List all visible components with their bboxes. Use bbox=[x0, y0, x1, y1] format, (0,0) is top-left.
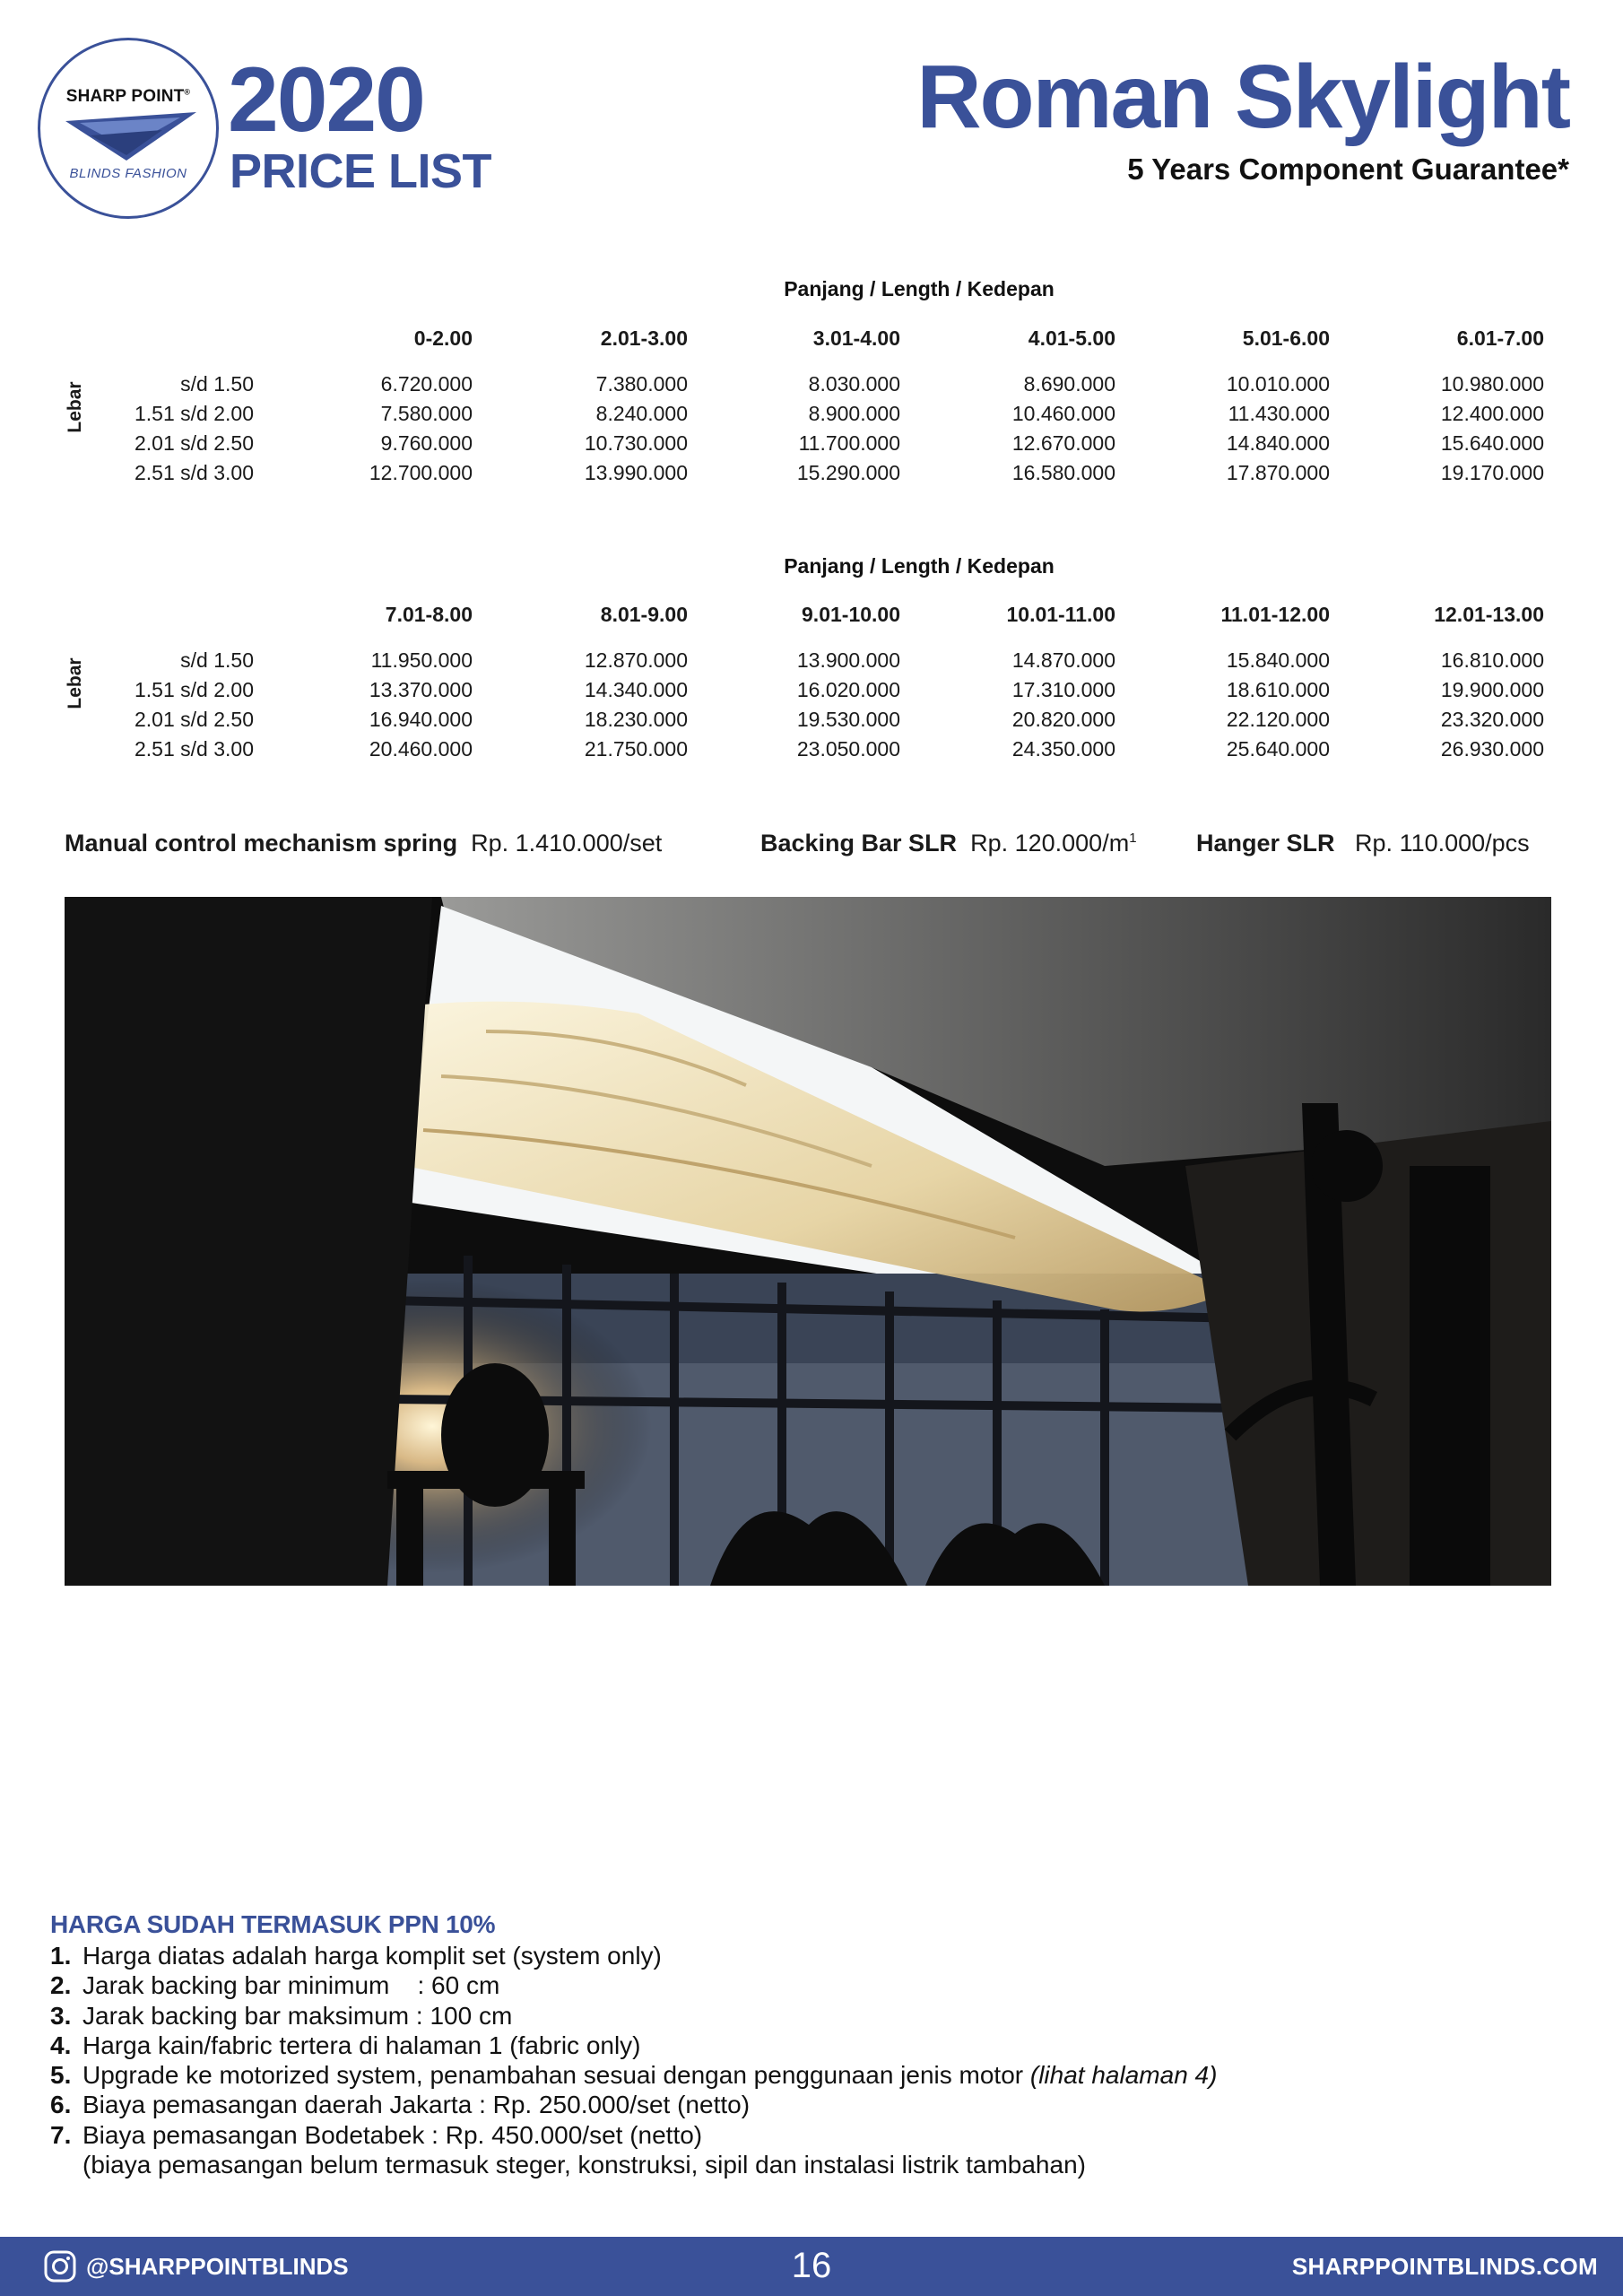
note-text: Jarak backing bar minimum : 60 cm bbox=[82, 1971, 500, 2000]
price-cell: 8.900.000 bbox=[808, 402, 900, 425]
note-text: Biaya pemasangan daerah Jakarta : Rp. 250.000/set (netto) bbox=[82, 2091, 751, 2119]
note-number: 2. bbox=[50, 1971, 72, 2000]
price-cell: 10.010.000 bbox=[1226, 372, 1330, 396]
note-text: (biaya pemasangan belum termasuk steger, konstruksi, sipil dan instalasi listrik tambahan) bbox=[82, 2151, 1086, 2179]
length-column-header: 6.01-7.00 bbox=[1456, 326, 1544, 350]
price-cell: 10.460.000 bbox=[1011, 402, 1115, 425]
price-cell: 8.690.000 bbox=[1023, 372, 1115, 396]
width-row-label: 1.51 s/d 2.00 bbox=[135, 678, 254, 701]
price-cell: 13.370.000 bbox=[369, 678, 473, 701]
price-cell: 17.870.000 bbox=[1226, 461, 1330, 484]
price-cell: 16.810.000 bbox=[1440, 648, 1544, 672]
length-column-header: 5.01-6.00 bbox=[1242, 326, 1330, 350]
price-cell: 14.340.000 bbox=[584, 678, 688, 701]
price-cell: 15.290.000 bbox=[796, 461, 900, 484]
width-row-label: 2.01 s/d 2.50 bbox=[135, 431, 254, 455]
note-number: 7. bbox=[50, 2120, 72, 2149]
skylight-photo-illustration bbox=[65, 897, 1551, 1586]
note-number: 4. bbox=[50, 2031, 72, 2059]
price-list-year: 2020 bbox=[228, 48, 424, 151]
length-column-header: 11.01-12.00 bbox=[1220, 603, 1330, 626]
accessory-price: Rp. 110.000/pcs bbox=[1355, 830, 1530, 857]
note-item bbox=[50, 2120, 1217, 2150]
note-text: Harga kain/fabric tertera di halaman 1 (fabric only) bbox=[82, 2031, 641, 2059]
brand-logo bbox=[38, 38, 219, 219]
price-cell: 12.870.000 bbox=[584, 648, 688, 672]
length-header: Panjang / Length / Kedepan bbox=[784, 554, 1055, 578]
price-cell: 7.580.000 bbox=[380, 402, 473, 425]
price-cell: 23.050.000 bbox=[796, 737, 900, 761]
price-cell: 9.760.000 bbox=[380, 431, 473, 455]
price-cell: 23.320.000 bbox=[1440, 708, 1544, 731]
price-cell: 14.870.000 bbox=[1011, 648, 1115, 672]
price-cell: 12.670.000 bbox=[1011, 431, 1115, 455]
note-number bbox=[50, 2150, 82, 2179]
price-cell: 15.840.000 bbox=[1226, 648, 1330, 672]
price-cell: 17.310.000 bbox=[1011, 678, 1115, 701]
logo-tagline: BLINDS FASHION bbox=[69, 166, 187, 181]
logo-wing-icon bbox=[64, 109, 198, 162]
price-cell: 19.530.000 bbox=[796, 708, 900, 731]
logo-brand-text: SHARP POINT® bbox=[65, 87, 191, 106]
accessory-name: Manual control mechanism spring bbox=[65, 830, 458, 857]
length-column-header: 4.01-5.00 bbox=[1028, 326, 1115, 350]
length-column-header: 3.01-4.00 bbox=[812, 326, 900, 350]
price-cell: 11.950.000 bbox=[370, 648, 473, 672]
note-item bbox=[50, 2150, 1217, 2179]
price-cell: 10.730.000 bbox=[584, 431, 688, 455]
notes-list bbox=[50, 1941, 1217, 2179]
price-cell: 14.840.000 bbox=[1226, 431, 1330, 455]
price-cell: 16.020.000 bbox=[796, 678, 900, 701]
note-number: 1. bbox=[50, 1942, 72, 1970]
price-cell: 13.990.000 bbox=[584, 461, 688, 484]
price-cell: 21.750.000 bbox=[584, 737, 688, 761]
note-item bbox=[50, 2001, 1217, 2031]
price-cell: 20.820.000 bbox=[1011, 708, 1115, 731]
length-column-header: 8.01-9.00 bbox=[600, 603, 688, 626]
notes-title: HARGA SUDAH TERMASUK PPN 10% bbox=[50, 1910, 496, 1938]
footer bbox=[0, 2237, 1623, 2296]
note-number: 5. bbox=[50, 2061, 72, 2090]
length-column-header: 7.01-8.00 bbox=[385, 603, 473, 626]
length-header: Panjang / Length / Kedepan bbox=[784, 277, 1055, 300]
product-photo bbox=[65, 897, 1551, 1586]
price-cell: 12.700.000 bbox=[369, 461, 473, 484]
price-cell: 11.430.000 bbox=[1228, 402, 1330, 425]
note-item bbox=[50, 1970, 1217, 2000]
width-row-label: 2.51 s/d 3.00 bbox=[135, 737, 254, 761]
price-cell: 16.940.000 bbox=[369, 708, 473, 731]
price-cell: 22.120.000 bbox=[1226, 708, 1330, 731]
width-row-label: 2.51 s/d 3.00 bbox=[135, 461, 254, 484]
width-row-label: 1.51 s/d 2.00 bbox=[135, 402, 254, 425]
note-text: Upgrade ke motorized system, penambahan sesuai dengan penggunaan jenis motor bbox=[82, 2061, 1030, 2090]
accessory-price: Rp. 1.410.000/set bbox=[471, 830, 663, 857]
width-row-label: 2.01 s/d 2.50 bbox=[135, 708, 254, 731]
price-cell: 8.240.000 bbox=[595, 402, 688, 425]
length-column-header: 0-2.00 bbox=[413, 326, 473, 350]
price-cell: 12.400.000 bbox=[1440, 402, 1544, 425]
note-text: Harga diatas adalah harga komplit set (system only) bbox=[82, 1942, 662, 1970]
price-cell: 26.930.000 bbox=[1440, 737, 1544, 761]
note-item bbox=[50, 1941, 1217, 1970]
price-cell: 15.640.000 bbox=[1440, 431, 1544, 455]
price-cell: 18.230.000 bbox=[584, 708, 688, 731]
price-cell: 18.610.000 bbox=[1226, 678, 1330, 701]
instagram-handle[interactable]: @SHARPPOINTBLINDS bbox=[86, 2252, 349, 2280]
width-row-label: s/d 1.50 bbox=[180, 372, 254, 396]
accessory-backing-bar bbox=[760, 831, 1137, 856]
price-cell: 20.460.000 bbox=[369, 737, 473, 761]
accessory-name: Hanger SLR bbox=[1196, 830, 1335, 857]
note-text: Jarak backing bar maksimum : 100 cm bbox=[82, 2001, 513, 2030]
note-number: 3. bbox=[50, 2001, 72, 2030]
width-axis-label: Lebar bbox=[65, 381, 85, 433]
accessory-name: Backing Bar SLR bbox=[760, 830, 958, 857]
note-item bbox=[50, 2031, 1217, 2060]
page-number: 16 bbox=[791, 2246, 832, 2285]
product-subtitle: 5 Years Component Guarantee* bbox=[1127, 152, 1569, 186]
price-cell: 19.900.000 bbox=[1440, 678, 1544, 701]
price-list-label: PRICE LIST bbox=[230, 144, 492, 198]
width-axis-label: Lebar bbox=[65, 657, 85, 709]
accessory-spring bbox=[65, 831, 662, 856]
price-cell: 19.170.000 bbox=[1440, 461, 1544, 484]
price-cell: 8.030.000 bbox=[808, 372, 900, 396]
accessory-price: Rp. 120.000/m bbox=[970, 830, 1130, 857]
price-cell: 11.700.000 bbox=[798, 431, 900, 455]
note-text: Biaya pemasangan Bodetabek : Rp. 450.000/set (netto) bbox=[82, 2120, 703, 2149]
price-cell: 24.350.000 bbox=[1011, 737, 1115, 761]
price-cell: 10.980.000 bbox=[1440, 372, 1544, 396]
length-column-header: 2.01-3.00 bbox=[600, 326, 688, 350]
accessory-hanger bbox=[1196, 831, 1530, 856]
note-item bbox=[50, 2060, 1217, 2090]
product-title: Roman Skylight bbox=[916, 47, 1569, 147]
note-number: 6. bbox=[50, 2091, 72, 2119]
price-cell: 7.380.000 bbox=[595, 372, 688, 396]
price-cell: 16.580.000 bbox=[1011, 461, 1115, 484]
website-link[interactable]: SHARPPOINTBLINDS.COM bbox=[1291, 2253, 1598, 2280]
price-cell: 13.900.000 bbox=[796, 648, 900, 672]
note-item bbox=[50, 2090, 1217, 2119]
length-column-header: 12.01-13.00 bbox=[1434, 603, 1544, 626]
length-column-header: 9.01-10.00 bbox=[802, 603, 900, 626]
length-column-header: 10.01-11.00 bbox=[1006, 603, 1115, 626]
width-row-label: s/d 1.50 bbox=[180, 648, 254, 672]
price-cell: 25.640.000 bbox=[1226, 737, 1330, 761]
price-cell: 6.720.000 bbox=[380, 372, 473, 396]
note-reference: (lihat halaman 4) bbox=[1029, 2061, 1218, 2090]
unit-superscript: 1 bbox=[1129, 831, 1137, 846]
